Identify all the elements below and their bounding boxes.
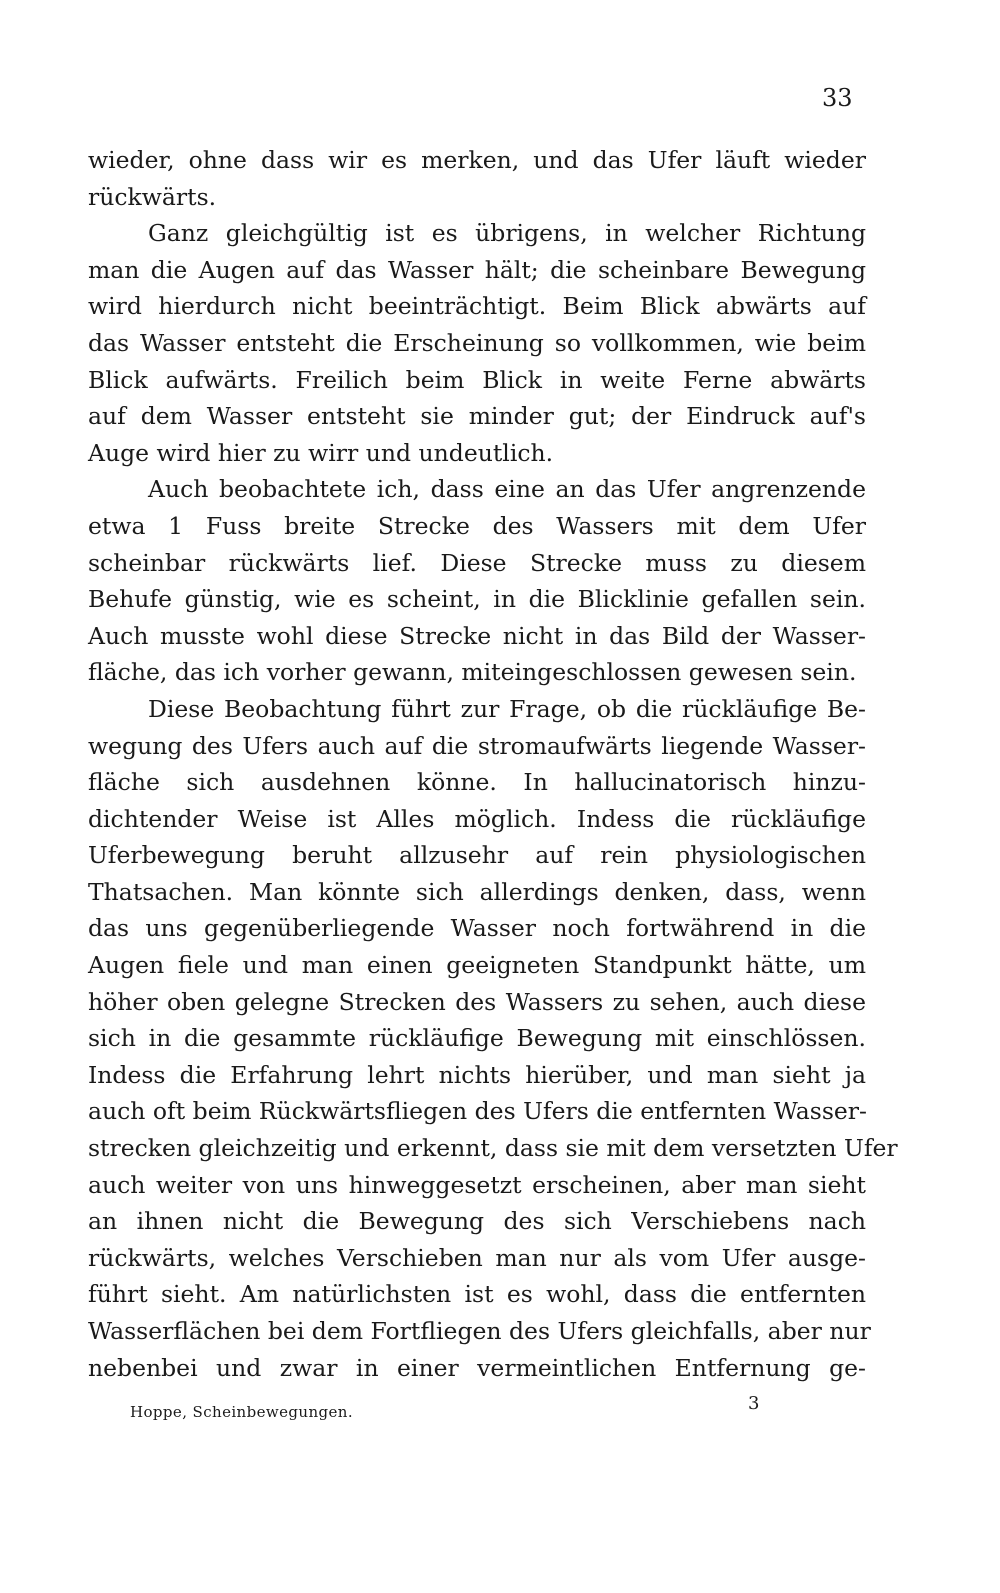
text-line: Indess die Erfahrung lehrt nichts hierüber, und man sieht ja [88,1060,866,1089]
text-line: Behufe günstig, wie es scheint, in die Blicklinie gefallen sein. [88,585,866,614]
text-line: wieder, ohne dass wir es merken, und das Ufer läuft wieder [88,146,866,174]
text-line: das Wasser entsteht die Erscheinung so vollkommen, wie beim [88,328,866,357]
text-line: Augen fiele und man einen geeigneten Standpunkt hätte, um [88,951,866,980]
text-line: Thatsachen. Man könnte sich allerdings denken, dass, wenn [88,877,866,906]
text-line: nebenbei und zwar in einer vermeintlichen Entfernung ge- [88,1353,866,1382]
text-line: scheinbar rückwärts lief. Diese Strecke muss zu diesem [88,548,866,577]
text-line: Wasserflächen bei dem Fortfliegen des Ufers gleichfalls, aber nur [88,1317,871,1345]
text-line: Blick aufwärts. Freilich beim Blick in weite Ferne abwärts [88,365,866,394]
text-line: wird hierdurch nicht beeinträchtigt. Beim Blick abwärts auf [88,292,866,321]
text-line: wegung des Ufers auch auf die stromaufwärts liegende Wasser- [88,731,866,760]
text-line: strecken gleichzeitig und erkennt, dass sie mit dem versetzten Ufer [88,1134,898,1163]
text-line: führt sieht. Am natürlichsten ist es wohl, dass die entfernten [88,1280,866,1309]
body-text [88,142,898,1386]
text-line: auch weiter von uns hinweggesetzt erscheinen, aber man sieht [88,1170,866,1199]
text-line: etwa 1 Fuss breite Strecke des Wassers mit dem Ufer [88,511,866,540]
text-line: Auch beobachtete ich, dass eine an das Ufer angrenzende [148,475,866,504]
text-line: an ihnen nicht die Bewegung des sich Verschiebens nach [88,1207,866,1236]
text-line: man die Augen auf das Wasser hält; die scheinbare Bewegung [88,255,866,284]
text-line: rückwärts, welches Verschieben man nur als vom Ufer ausge- [88,1243,866,1272]
text-line: höher oben gelegne Strecken des Wassers zu sehen, auch diese [88,987,866,1016]
text-line: dichtender Weise ist Alles möglich. Indess die rückläufige [88,804,866,833]
page-number: 33 [822,84,853,112]
text-line: auf dem Wasser entsteht sie minder gut; der Eindruck auf's [88,402,866,431]
text-line: Ganz gleichgültig ist es übrigens, in welcher Richtung [148,219,866,248]
footer-signature: Hoppe, Scheinbewegungen. [130,1403,354,1421]
text-line: Auch musste wohl diese Strecke nicht in das Bild der Wasser- [88,621,866,650]
text-line: Auge wird hier zu wirr und undeutlich. [88,438,554,467]
text-line: auch oft beim Rückwärtsfliegen des Ufers die entfernten Wasser- [88,1097,867,1126]
sheet-mark: 3 [748,1393,760,1414]
text-line: sich in die gesammte rückläufige Bewegung mit einschlössen. [88,1024,866,1053]
text-line: fläche, das ich vorher gewann, miteingeschlossen gewesen sein. [88,658,857,687]
text-line: Diese Beobachtung führt zur Frage, ob die rückläufige Be- [148,694,866,723]
text-line: rückwärts. [88,182,217,211]
text-line: fläche sich ausdehnen könne. In hallucinatorisch hinzu- [88,768,866,797]
text-line: Uferbewegung beruht allzusehr auf rein physiologischen [88,841,866,870]
text-line: das uns gegenüberliegende Wasser noch fortwährend in die [88,914,866,943]
